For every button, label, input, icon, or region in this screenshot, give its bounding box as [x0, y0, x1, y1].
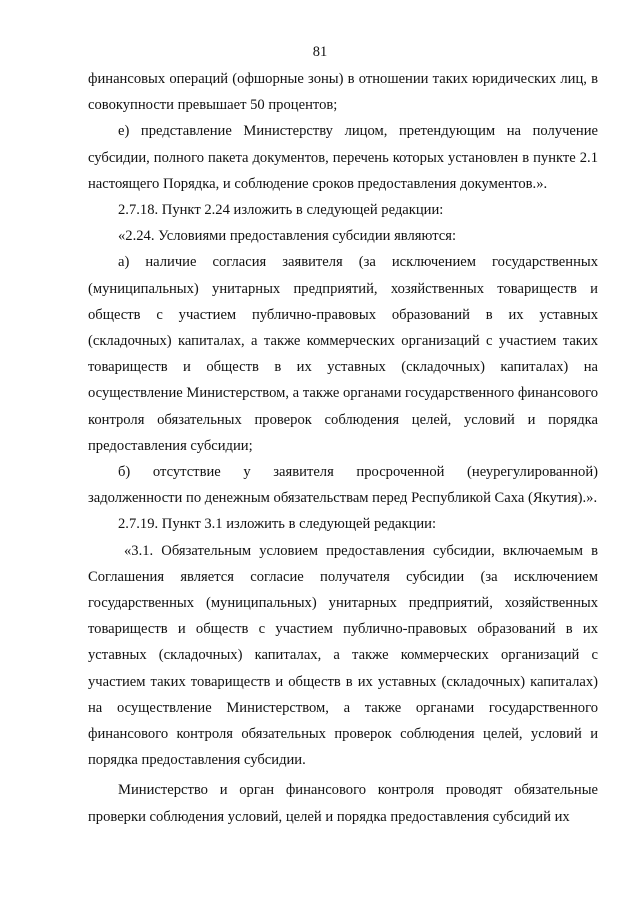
paragraph-ministry-checks: Министерство и орган финансового контроля проводят обязательные проверки соблюдения условий, целей и порядка предоставления субсидий их: [88, 782, 598, 825]
paragraph-offshore-continuation: финансовых операций (офшорные зоны) в отношении таких юридических лиц, в совокупности превышает 50 процентов;: [88, 71, 598, 114]
paragraph-2-7-18: 2.7.18. Пункт 2.24 изложить в следующей редакции:: [118, 202, 444, 219]
page-number: 81: [312, 44, 328, 60]
paragraph-item-b: б) отсутствие у заявителя просроченной (неурегулированной) задолженности по денежным обязательствам перед Республикой Саха (Якутия).».: [88, 464, 598, 507]
paragraph-2-24-heading: «2.24. Условиями предоставления субсидии являются:: [118, 228, 457, 245]
paragraph-item-a: а) наличие согласия заявителя (за исключением государственных (муниципальных) унитарных предприятий, хозяйственных товариществ и обществ с участием публично-правовых образований в их уставных (складочных) капиталах, а также коммерческих организаций с участием таких товариществ и обществ в их уставных (складочных) капиталах) на осуществление Министерством, а также органами государственного финансового контроля обязательных проверок соблюдения целей, условий и порядка предоставления субсидии;: [88, 254, 598, 454]
document-body: [88, 66, 598, 830]
paragraph-2-7-19: 2.7.19. Пункт 3.1 изложить в следующей редакции:: [118, 516, 437, 533]
paragraph-item-e: е) представление Министерству лицом, претендующим на получение субсидии, полного пакета документов, перечень которых установлен в пункте 2.1 настоящего Порядка, и соблюдение сроков предоставления документов.».: [88, 123, 598, 192]
paragraph-3-1: «3.1. Обязательным условием предоставления субсидии, включаемым в Соглашения является согласие получателя субсидии (за исключением государственных (муниципальных) унитарных предприятий, хозяйственных товариществ и обществ с участием публично-правовых образований в их уставных (складочных) капиталах, а также коммерческих организаций с участием таких товариществ и обществ в их уставных (складочных) капиталах) на осуществление Министерством, а также органами государственного финансового контроля обязательных проверок соблюдения целей, условий и порядка предоставления субсидии.: [88, 542, 598, 769]
